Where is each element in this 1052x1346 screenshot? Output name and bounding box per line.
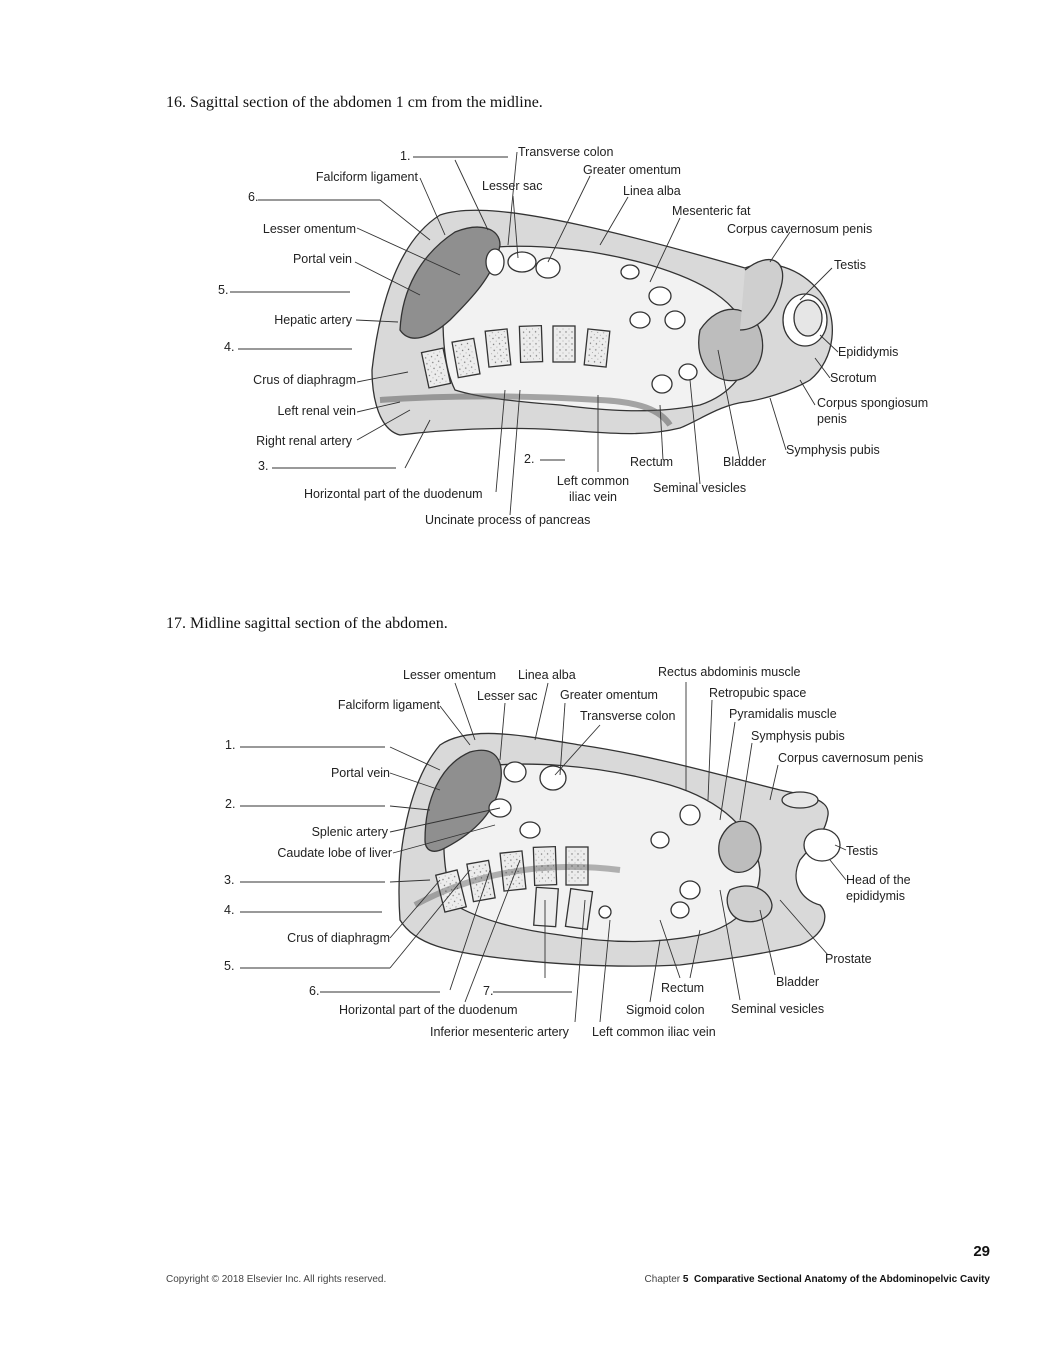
q17-blank-6[interactable]: 6. — [309, 984, 320, 998]
q17-label-rectus-abdominis: Rectus abdominis muscle — [658, 665, 801, 679]
q16-label-epididymis: Epididymis — [838, 345, 899, 359]
q16-label-uncinate-process: Uncinate process of pancreas — [425, 513, 591, 527]
question-17-title: 17. Midline sagittal section of the abdomen. — [166, 615, 448, 632]
q17-label-symphysis-pubis: Symphysis pubis — [751, 729, 845, 743]
q17-label-corpus-cavernosum: Corpus cavernosum penis — [778, 751, 924, 765]
figure-16-section — [372, 210, 832, 435]
q17-label-linea-alba: Linea alba — [518, 668, 576, 682]
q16-label-corpus-spongiosum-2: penis — [817, 412, 847, 426]
q17-blank-7[interactable]: 7. — [483, 984, 494, 998]
q16-label-left-common-iliac-1: Left common — [556, 474, 630, 488]
q16-label-transverse-colon: Transverse colon — [518, 145, 614, 159]
chapter-title: Comparative Sectional Anatomy of the Abdominopelvic Cavity — [694, 1274, 990, 1285]
q17-label-crus-of-diaphragm: Crus of diaphragm — [287, 931, 390, 945]
q16-label-crus-of-diaphragm: Crus of diaphragm — [253, 373, 356, 387]
q16-blank-6[interactable]: 6. — [248, 190, 259, 204]
q16-label-right-renal-artery: Right renal artery — [256, 434, 352, 448]
q16-label-falciform-ligament: Falciform ligament — [315, 170, 418, 184]
q16-label-rectum: Rectum — [630, 455, 674, 469]
q17-label-caudate-lobe: Caudate lobe of liver — [277, 846, 392, 860]
q16-label-left-common-iliac-2: iliac vein — [569, 490, 617, 504]
q17-label-transverse-colon: Transverse colon — [580, 709, 676, 723]
q17-label-falciform-ligament: Falciform ligament — [337, 698, 440, 712]
q17-blank-2[interactable]: 2. — [225, 797, 236, 811]
q17-label-splenic-artery: Splenic artery — [311, 825, 388, 839]
q16-blank-5[interactable]: 5. — [218, 283, 229, 297]
q16-label-bladder: Bladder — [723, 455, 767, 469]
q17-label-seminal-vesicles: Seminal vesicles — [731, 1002, 825, 1016]
q16-label-testis: Testis — [834, 258, 866, 272]
chapter-footer — [645, 1274, 990, 1285]
q17-label-prostate: Prostate — [825, 952, 872, 966]
q17-label-rectum: Rectum — [661, 981, 705, 995]
q16-label-portal-vein: Portal vein — [292, 252, 352, 266]
q17-blank-1[interactable]: 1. — [225, 738, 236, 752]
q16-label-left-renal-vein: Left renal vein — [277, 404, 356, 418]
q17-label-left-common-iliac-vein: Left common iliac vein — [592, 1025, 716, 1039]
q17-blank-3[interactable]: 3. — [224, 873, 235, 887]
q16-blank-1[interactable]: 1. — [400, 149, 411, 163]
q16-label-hepatic-artery: Hepatic artery — [274, 313, 352, 327]
q17-label-bladder: Bladder — [776, 975, 820, 989]
q17-label-testis: Testis — [846, 844, 878, 858]
q17-blank-5[interactable]: 5. — [224, 959, 235, 973]
q17-label-inferior-mesenteric-artery: Inferior mesenteric artery — [430, 1025, 569, 1039]
q17-label-greater-omentum: Greater omentum — [560, 688, 658, 702]
q16-label-scrotum: Scrotum — [830, 371, 877, 385]
q17-label-sigmoid-colon: Sigmoid colon — [626, 1003, 705, 1017]
q17-label-lesser-sac: Lesser sac — [477, 689, 538, 703]
q16-blank-2[interactable]: 2. — [524, 452, 535, 466]
q16-label-linea-alba: Linea alba — [623, 184, 681, 198]
q17-label-portal-vein: Portal vein — [330, 766, 390, 780]
q16-label-corpus-spongiosum-1: Corpus spongiosum — [817, 396, 929, 410]
figure-17-section — [399, 733, 840, 966]
q17-label-pyramidalis-muscle: Pyramidalis muscle — [729, 707, 837, 721]
q16-label-greater-omentum: Greater omentum — [583, 163, 681, 177]
copyright-notice: Copyright © 2018 Elsevier Inc. All rights reserved. — [166, 1274, 387, 1285]
q16-label-corpus-cavernosum: Corpus cavernosum penis — [727, 222, 873, 236]
q17-blank-4[interactable]: 4. — [224, 903, 235, 917]
page-number: 29 — [973, 1243, 990, 1260]
q16-blank-3[interactable]: 3. — [258, 459, 269, 473]
q16-label-mesenteric-fat: Mesenteric fat — [672, 204, 751, 218]
chapter-prefix: Chapter — [644, 1274, 681, 1285]
q16-label-horizontal-duodenum: Horizontal part of the duodenum — [304, 487, 483, 501]
q16-label-seminal-vesicles: Seminal vesicles — [653, 481, 747, 495]
q16-label-lesser-omentum: Lesser omentum — [262, 222, 356, 236]
q16-label-lesser-sac: Lesser sac — [482, 179, 543, 193]
q17-label-head-epididymis-2: epididymis — [846, 889, 906, 903]
chapter-number: 5 — [682, 1274, 689, 1285]
q17-label-retropubic-space: Retropubic space — [709, 686, 807, 700]
q16-label-symphysis-pubis: Symphysis pubis — [786, 443, 880, 457]
q17-label-head-epididymis-1: Head of the — [846, 873, 911, 887]
question-16-title: 16. Sagittal section of the abdomen 1 cm from the midline. — [166, 94, 543, 111]
q17-label-horizontal-duodenum: Horizontal part of the duodenum — [339, 1003, 518, 1017]
q17-label-lesser-omentum: Lesser omentum — [403, 668, 497, 682]
q16-blank-4[interactable]: 4. — [224, 340, 235, 354]
